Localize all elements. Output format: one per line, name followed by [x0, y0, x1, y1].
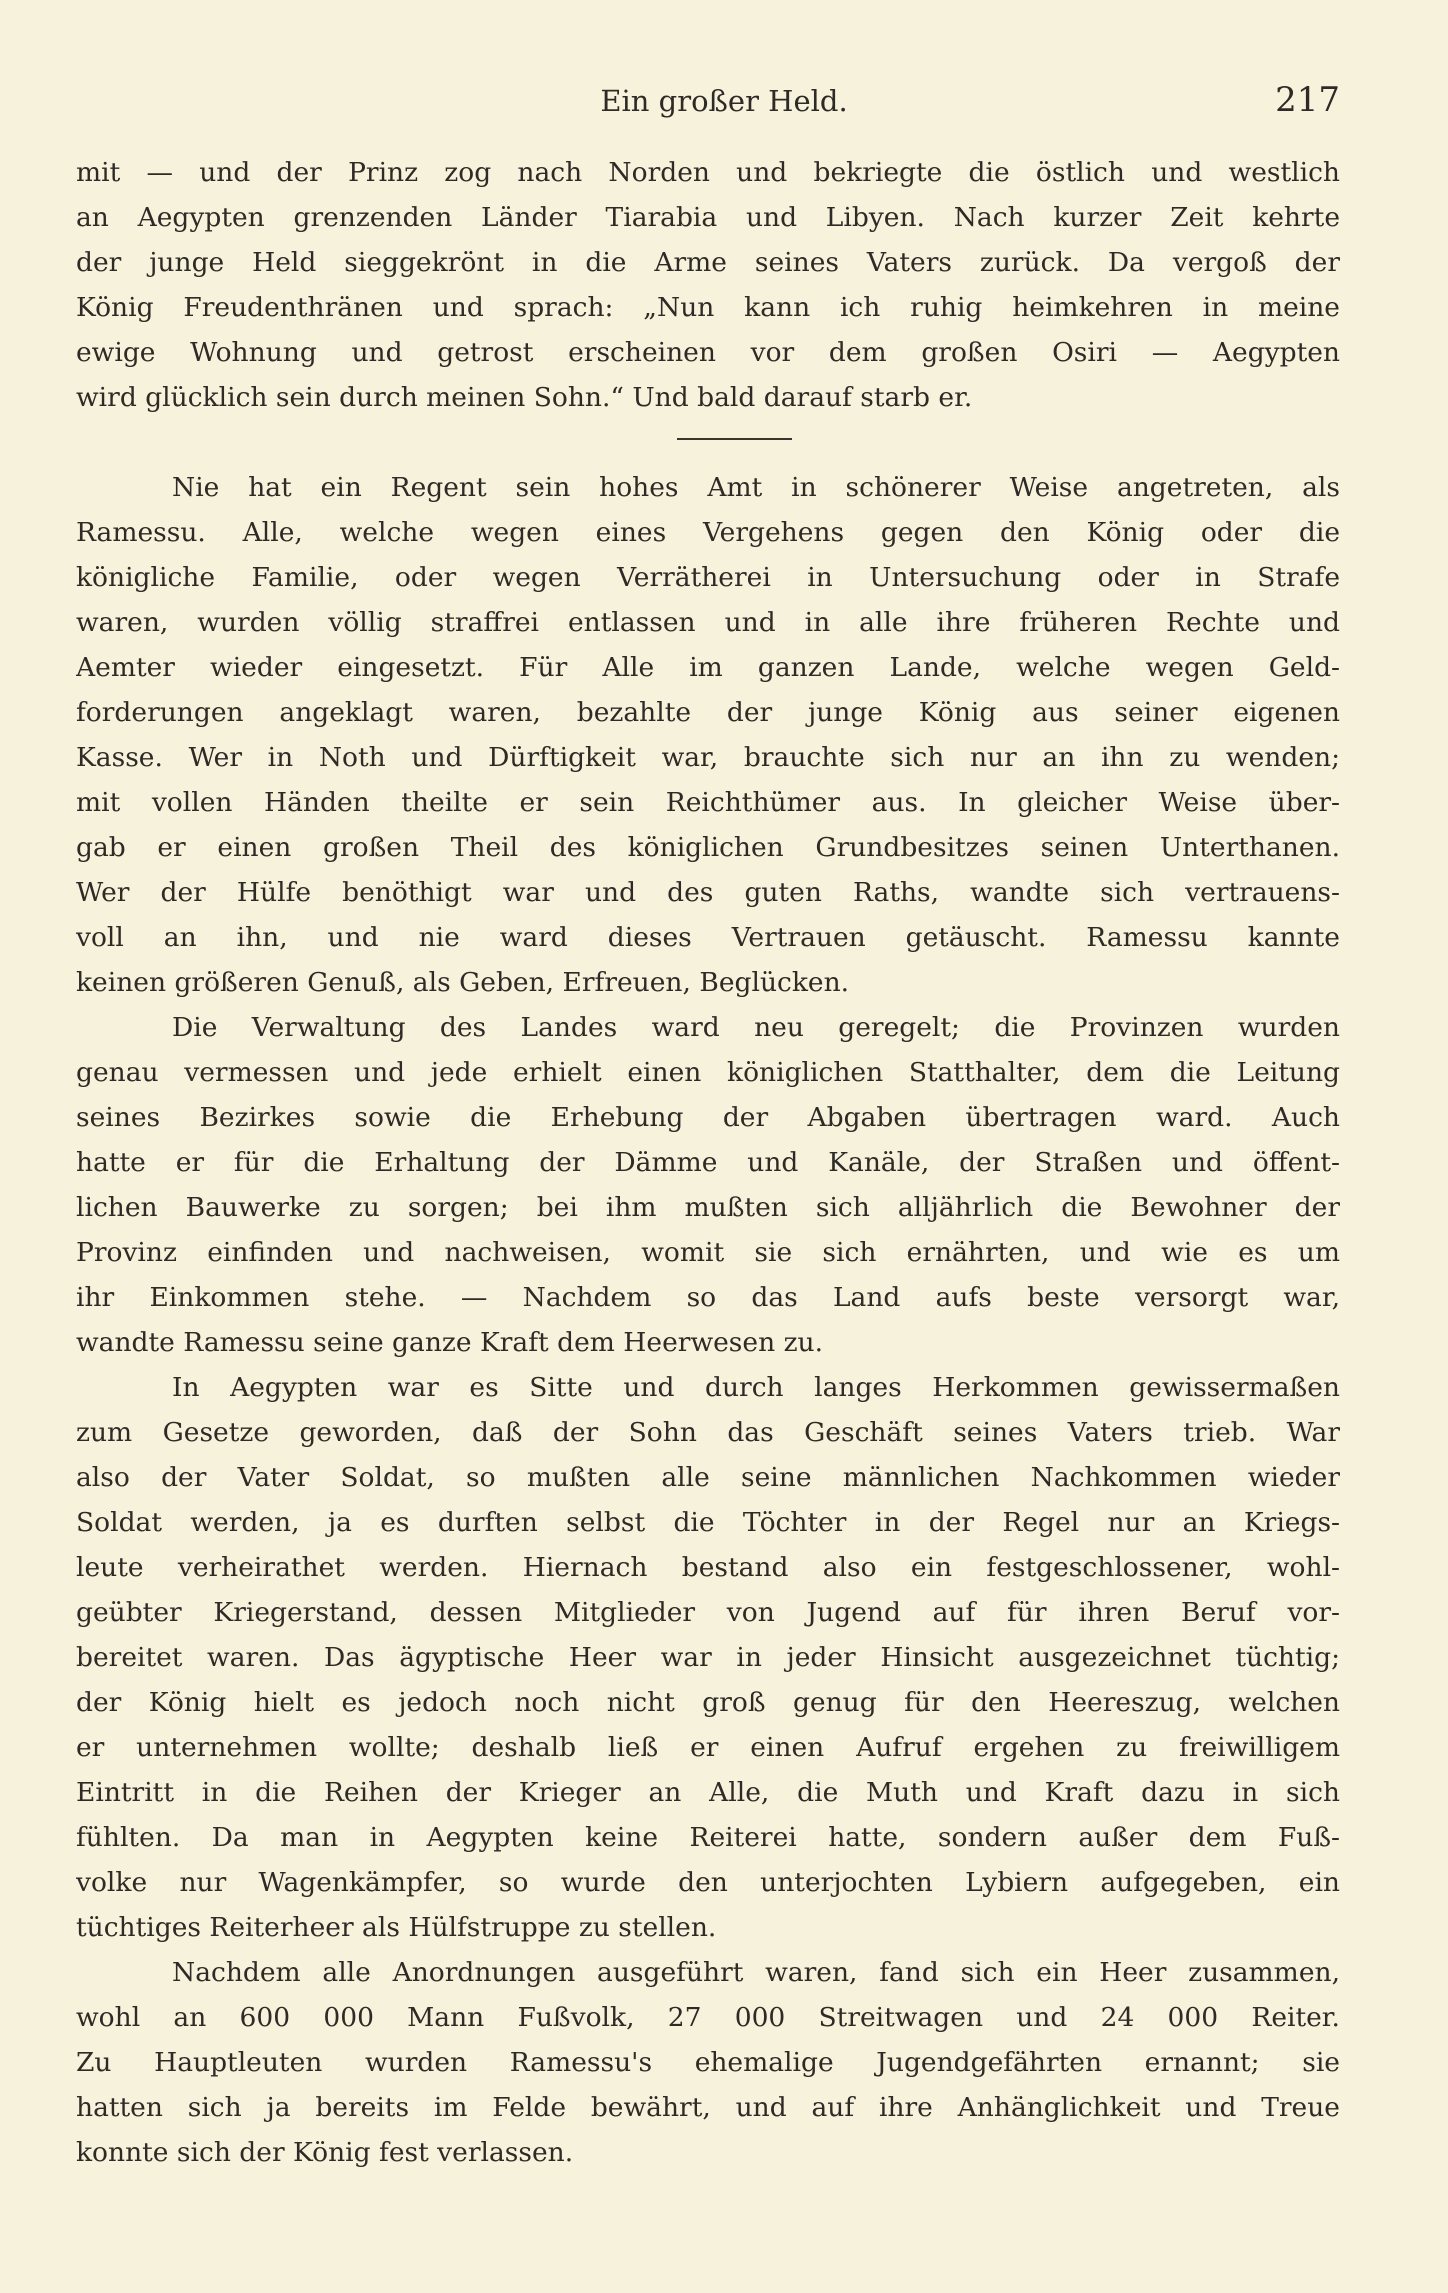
text-line: genau vermessen und jede erhielt einen königlichen Statthalter, dem die Leitung [76, 1057, 1340, 1088]
text-line: hatte er für die Erhaltung der Dämme und Kanäle, der Straßen und öffent- [76, 1147, 1340, 1178]
paragraph [76, 150, 1340, 420]
text-line: der junge Held sieggekrönt in die Arme seines Vaters zurück. Da vergoß der [76, 247, 1340, 278]
text-line: voll an ihn, und nie ward dieses Vertrauen getäuscht. Ramessu kannte [76, 922, 1340, 953]
text-line: hatten sich ja bereits im Felde bewährt, und auf ihre Anhänglichkeit und Treue [76, 2092, 1340, 2123]
text-line: volke nur Wagenkämpfer, so wurde den unterjochten Lybiern aufgegeben, ein [76, 1867, 1340, 1898]
text-line: Provinz einfinden und nachweisen, womit sie sich ernährten, und wie es um [76, 1237, 1340, 1268]
text-line: mit vollen Händen theilte er sein Reichthümer aus. In gleicher Weise über- [76, 787, 1340, 818]
text-line: geübter Kriegerstand, dessen Mitglieder von Jugend auf für ihren Beruf vor- [76, 1597, 1340, 1628]
paragraph [76, 465, 1340, 1005]
text-line: ihr Einkommen stehe. — Nachdem so das Land aufs beste versorgt war, [76, 1282, 1340, 1313]
text-line: leute verheirathet werden. Hiernach bestand also ein festgeschlossener, wohl- [76, 1552, 1340, 1583]
text-line: ewige Wohnung und getrost erscheinen vor dem großen Osiri — Aegypten [76, 337, 1340, 368]
paragraph [76, 1365, 1340, 1950]
text-line: lichen Bauwerke zu sorgen; bei ihm mußten sich alljährlich die Bewohner der [76, 1192, 1340, 1223]
text-line: waren, wurden völlig straffrei entlassen und in alle ihre früheren Rechte und [76, 607, 1340, 638]
text-line: Wer der Hülfe benöthigt war und des guten Raths, wandte sich vertrauens- [76, 877, 1340, 908]
text-line: fühlten. Da man in Aegypten keine Reiterei hatte, sondern außer dem Fuß- [76, 1822, 1340, 1853]
text-line: Ramessu. Alle, welche wegen eines Vergehens gegen den König oder die [76, 517, 1340, 548]
text-line: Kasse. Wer in Noth und Dürftigkeit war, brauchte sich nur an ihn zu wenden; [76, 742, 1340, 773]
text-line: der König hielt es jedoch noch nicht groß genug für den Heereszug, welchen [76, 1687, 1340, 1718]
text-line: wandte Ramessu seine ganze Kraft dem Heerwesen zu. [76, 1327, 824, 1358]
text-line: keinen größeren Genuß, als Geben, Erfreuen, Beglücken. [76, 967, 850, 998]
text-line: tüchtiges Reiterheer als Hülfstruppe zu stellen. [76, 1912, 717, 1943]
text-line: also der Vater Soldat, so mußten alle seine männlichen Nachkommen wieder [76, 1462, 1340, 1493]
text-line: Nie hat ein Regent sein hohes Amt in schönerer Weise angetreten, als [172, 472, 1340, 503]
text-line: an Aegypten grenzenden Länder Tiarabia und Libyen. Nach kurzer Zeit kehrte [76, 202, 1340, 233]
page-number: 217 [1275, 80, 1340, 120]
text-line: königliche Familie, oder wegen Verrätherei in Untersuchung oder in Strafe [76, 562, 1340, 593]
text-line: bereitet waren. Das ägyptische Heer war in jeder Hinsicht ausgezeichnet tüchtig; [76, 1642, 1340, 1673]
text-line: er unternehmen wollte; deshalb ließ er einen Aufruf ergehen zu freiwilligem [76, 1732, 1340, 1763]
text-line: mit — und der Prinz zog nach Norden und bekriegte die östlich und westlich [76, 157, 1340, 188]
text-line: König Freudenthränen und sprach: „Nun kann ich ruhig heimkehren in meine [76, 292, 1340, 323]
running-title: Ein großer Held. [600, 84, 848, 118]
text-line: Nachdem alle Anordnungen ausgeführt waren, fand sich ein Heer zusammen, [172, 1957, 1340, 1988]
text-line: wohl an 600 000 Mann Fußvolk, 27 000 Streitwagen und 24 000 Reiter. [76, 2002, 1340, 2033]
text-line: In Aegypten war es Sitte und durch langes Herkommen gewissermaßen [172, 1372, 1340, 1403]
paragraph [76, 1005, 1340, 1365]
text-line: Zu Hauptleuten wurden Ramessu's ehemalige Jugendgefährten ernannt; sie [76, 2047, 1340, 2078]
section-divider [677, 438, 792, 440]
text-line: Eintritt in die Reihen der Krieger an Alle, die Muth und Kraft dazu in sich [76, 1777, 1340, 1808]
text-line: gab er einen großen Theil des königlichen Grundbesitzes seinen Unterthanen. [76, 832, 1340, 863]
text-line: forderungen angeklagt waren, bezahlte der junge König aus seiner eigenen [76, 697, 1340, 728]
paragraph [76, 1950, 1340, 2175]
text-line: zum Gesetze geworden, daß der Sohn das Geschäft seines Vaters trieb. War [76, 1417, 1340, 1448]
text-line: Die Verwaltung des Landes ward neu geregelt; die Provinzen wurden [172, 1012, 1340, 1043]
text-line: seines Bezirkes sowie die Erhebung der Abgaben übertragen ward. Auch [76, 1102, 1340, 1133]
text-line: Aemter wieder eingesetzt. Für Alle im ganzen Lande, welche wegen Geld- [76, 652, 1340, 683]
text-line: konnte sich der König fest verlassen. [76, 2137, 574, 2168]
text-line: Soldat werden, ja es durften selbst die Töchter in der Regel nur an Kriegs- [76, 1507, 1340, 1538]
text-line: wird glücklich sein durch meinen Sohn.“ Und bald darauf starb er. [76, 382, 973, 413]
